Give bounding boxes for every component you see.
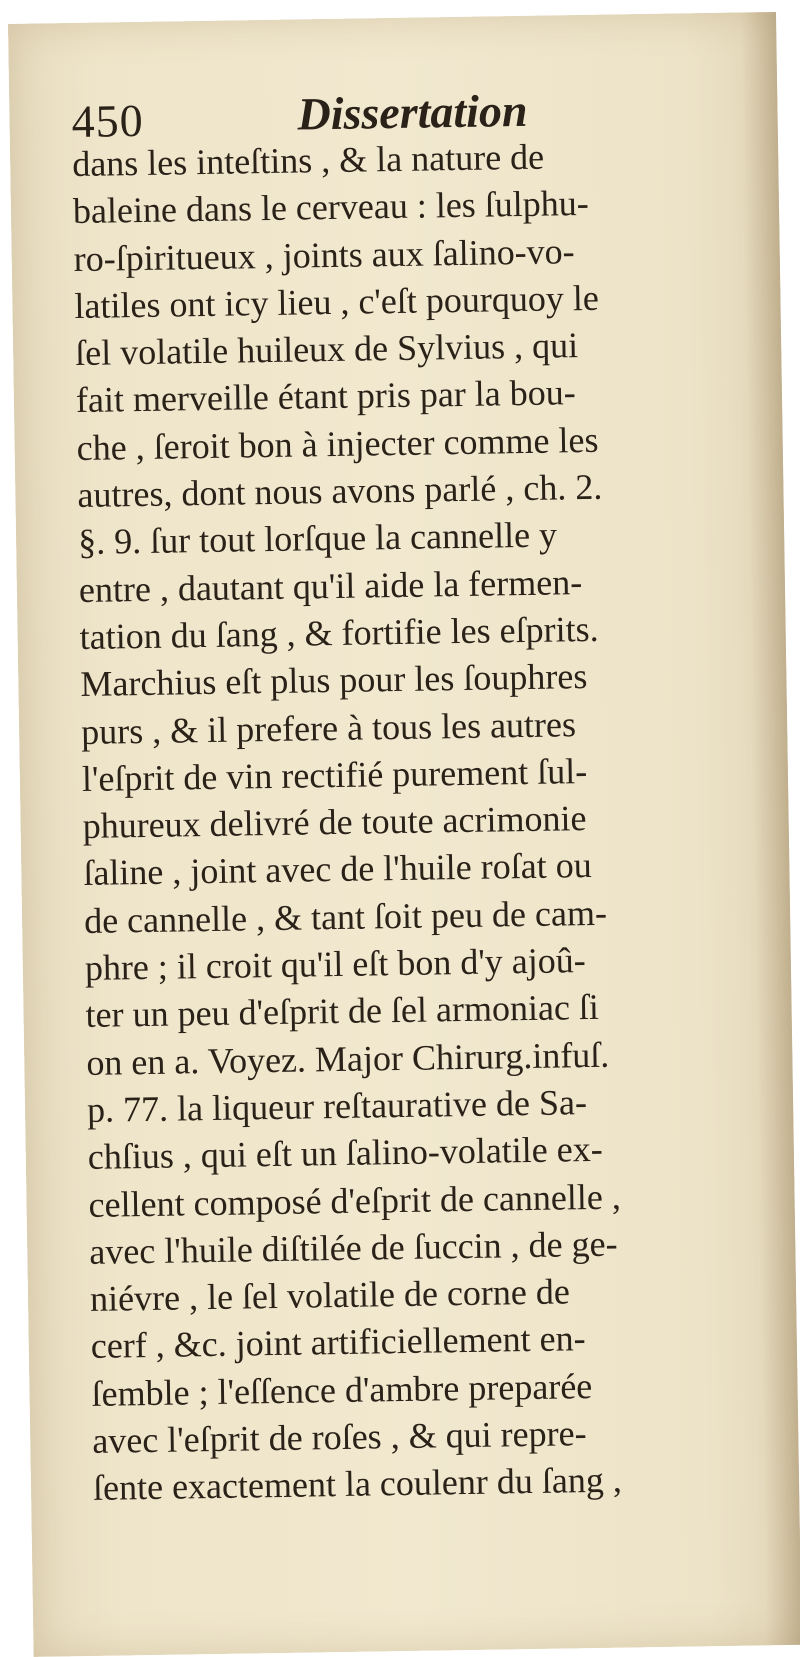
- text-line: l'eſprit de vin rectifié purement ſul-: [81, 750, 588, 799]
- text-line: ſel volatile huileux de Sylvius , qui: [74, 325, 579, 374]
- running-title: Dissertation: [297, 84, 528, 140]
- text-line: de cannelle , & tant ſoit peu de cam-: [83, 892, 608, 941]
- text-line: avec l'huile diſtilée de ſuccin , de ge-: [89, 1223, 618, 1272]
- text-line: baleine dans le cerveau : les ſulphu-: [72, 183, 590, 232]
- text-line: autres, dont nous avons parlé , ch. 2.: [77, 466, 603, 516]
- text-line: cellent composé d'eſprit de cannelle ,: [88, 1176, 622, 1225]
- text-line: on en a. Voyez. Major Chirurg.infuſ.: [86, 1034, 610, 1083]
- book-page: [8, 12, 800, 1657]
- text-line: ſaline , joint avec de l'huile roſat ou: [83, 845, 592, 894]
- text-line: Marchius eſt plus pour les ſouphres: [80, 656, 588, 705]
- text-line: latiles ont icy lieu , c'eſt pourquoy le: [74, 277, 600, 326]
- text-line: phureux delivré de toute acrimonie: [82, 798, 587, 847]
- body-text: [72, 131, 753, 1513]
- text-line: p. 77. la liqueur reſtaurative de Sa-: [86, 1082, 588, 1130]
- text-line: fait merveille étant pris par la bou-: [75, 372, 577, 421]
- text-line: ro-ſpiritueux , joints aux ſalino-vo-: [73, 230, 575, 279]
- text-line: avec l'eſprit de roſes , & qui repre-: [91, 1413, 587, 1461]
- text-line: phre ; il croit qu'il eſt bon d'y ajoû-: [84, 940, 587, 988]
- text-line: entre , dautant qu'il aide la fermen-: [78, 561, 583, 610]
- text-line: ter un peu d'eſprit de ſel armoniac ſi: [85, 987, 600, 1036]
- text-line: chſius , qui eſt un ſalino-volatile ex-: [87, 1129, 603, 1178]
- text-line: dans les inteſtins , & la nature de: [71, 136, 545, 185]
- text-line: tation du ſang , & fortifie les eſprits.: [79, 608, 599, 657]
- text-line: ſente exactement la coulenr du ſang ,: [92, 1459, 623, 1509]
- text-line: niévre , le ſel volatile de corne de: [89, 1271, 571, 1320]
- text-line: §. 9. ſur tout lorſque la cannelle y: [77, 514, 558, 563]
- text-line: che , ſeroit bon à injecter comme les: [76, 419, 599, 468]
- text-line: ſemble ; l'eſſence d'ambre preparée: [91, 1365, 593, 1414]
- text-line: purs , & il prefere à tous les autres: [80, 703, 577, 752]
- page-number: 450: [71, 94, 144, 148]
- text-line: cerf , &c. joint artificiellement en-: [90, 1318, 586, 1367]
